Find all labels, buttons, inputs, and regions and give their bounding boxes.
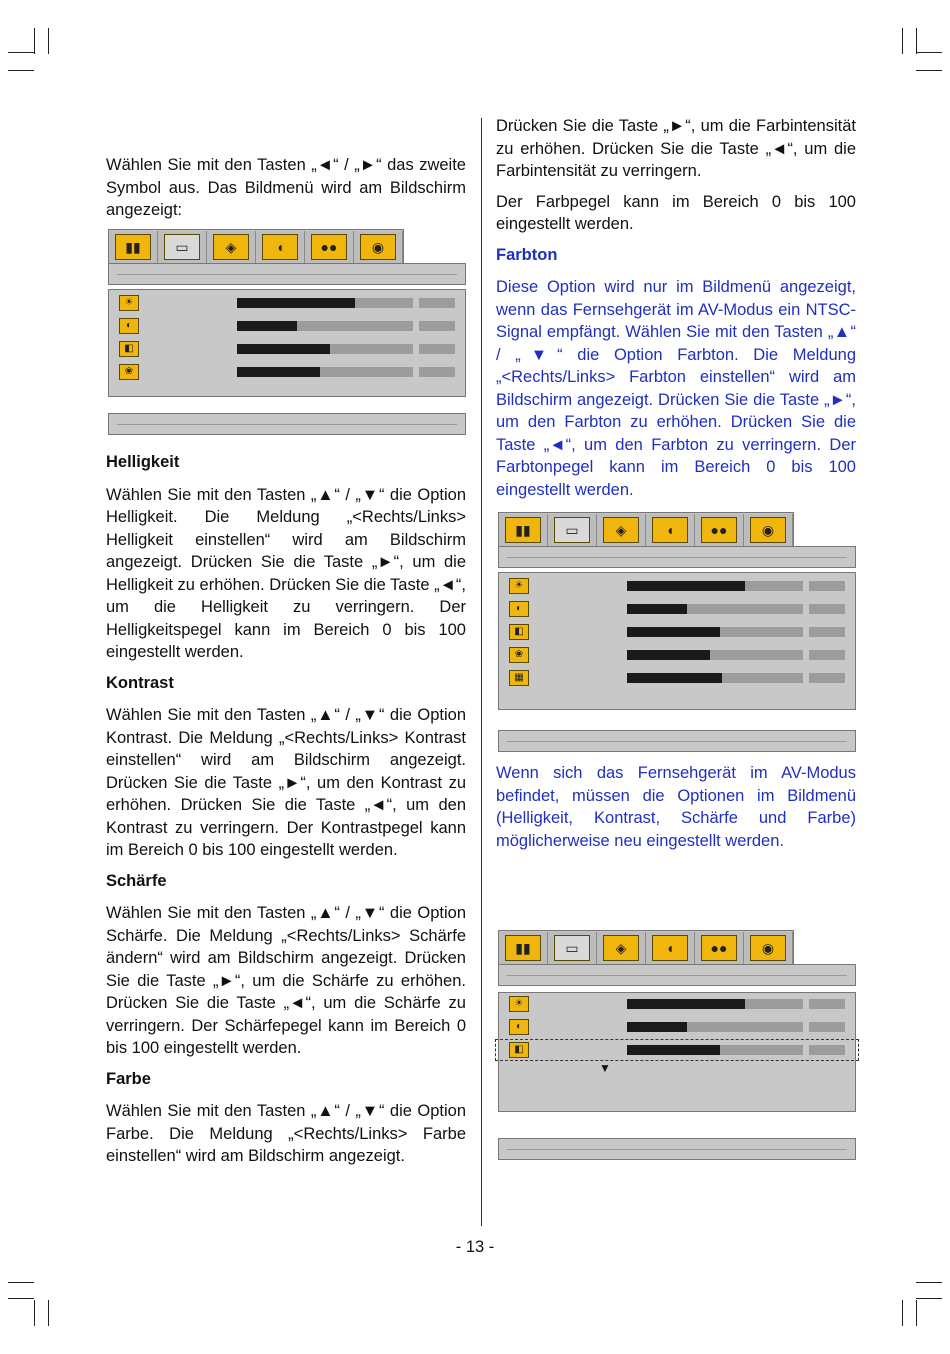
menu-header-bar [498,964,856,986]
people-icon: ●● [311,234,347,260]
level-slider[interactable] [627,673,803,683]
crop-mark [8,70,34,71]
page-number: - 13 - [455,1238,495,1256]
menu-tab[interactable] [354,231,403,263]
level-fill [627,999,745,1009]
farbton-heading: Farbton [496,245,558,264]
setting-icon: ☀ [509,996,529,1012]
level-fill [627,627,720,637]
setting-icon: ▦ [509,670,529,686]
farbe-text: Wählen Sie mit den Tasten „▲“ / „▼“ die Option Farbe. Die Meldung „<Rechts/Links> Farbe einstellen“ wird am Bildschirm angezeigt. [106,1102,466,1165]
menu-settings-panel [498,572,856,710]
crop-mark [34,1300,35,1326]
level-value-box [809,604,845,614]
level-slider[interactable] [627,581,803,591]
menu-setting-row[interactable] [499,1020,855,1034]
picture-icon: ▭ [554,935,590,961]
level-value-box [809,581,845,591]
menu-tab[interactable] [695,932,744,964]
menu-tab[interactable] [548,932,597,964]
sound-icon: ▮▮ [505,517,541,543]
screen-icon: ◈ [603,935,639,961]
level-value-box [419,367,455,377]
globe-icon: ◉ [750,935,786,961]
crop-mark [34,28,35,54]
setting-icon: ◐ [119,318,139,334]
crop-mark [8,1282,34,1283]
level-fill [627,581,745,591]
menu-tab[interactable] [646,514,695,546]
menu-footer-bar [108,413,466,435]
right-column-top [496,115,856,509]
menu-header-bar [108,263,466,285]
level-slider[interactable] [237,344,413,354]
menu-setting-row[interactable] [499,648,855,662]
setting-icon: ◧ [509,624,529,640]
level-value-box [809,673,845,683]
level-slider[interactable] [237,367,413,377]
people-icon: ●● [701,935,737,961]
setting-icon: ☀ [509,578,529,594]
picture-menu-av-screenshot [498,930,856,1162]
level-fill [627,604,687,614]
level-fill [627,673,722,683]
left-column-body [106,451,466,1176]
crop-mark [916,1300,917,1326]
menu-tab[interactable] [207,231,256,263]
globe-icon: ◉ [750,517,786,543]
menu-setting-row[interactable] [109,296,465,310]
farbe-continued-1: Drücken Sie die Taste „►“, um die Farbintensität zu erhöhen. Drücken Sie die Taste „◄“, um die Farbintensität zu verringern. [496,117,856,180]
level-fill [627,1022,687,1032]
menu-tab-bar [498,512,794,547]
menu-tab[interactable] [646,932,695,964]
menu-setting-row[interactable] [109,342,465,356]
left-column-top [106,154,466,230]
intro-text: Wählen Sie mit den Tasten „◄“ / „►“ das zweite Symbol aus. Das Bildmenü wird am Bildschirm angezeigt: [106,156,466,219]
picture-icon: ▭ [164,234,200,260]
menu-tab[interactable] [744,514,793,546]
level-value-box [809,1022,845,1032]
menu-tab[interactable] [305,231,354,263]
speaker-icon: ◖ [652,935,688,961]
crop-mark [916,1298,942,1299]
av-note-block [496,762,856,860]
schaerfe-heading: Schärfe [106,871,167,890]
crop-mark [48,1300,49,1326]
level-slider[interactable] [627,999,803,1009]
kontrast-heading: Kontrast [106,673,174,692]
menu-setting-row[interactable] [109,319,465,333]
setting-icon: ☀ [119,295,139,311]
screen-icon: ◈ [603,517,639,543]
crop-mark [8,52,34,53]
menu-tab[interactable] [597,932,646,964]
farbton-text: Diese Option wird nur im Bildmenü angezeigt, wenn das Fernsehgerät im AV-Modus ein NTSC-Signal empfängt. Wählen Sie mit den Tasten „▲“ / „▼“ die Option Farbton. Die Meldung „<Rechts/Links> Farbton einstellen“ wird am Bildschirm angezeigt. Drücken Sie die Taste „►“, um den Farbton zu erhöhen. Drücken Sie die Taste „◄“, um den Farbton zu verringern. Der Farbtonpegel kann im Bereich 0 bis 100 eingestellt werden. [496,278,856,499]
schaerfe-text: Wählen Sie mit den Tasten „▲“ / „▼“ die Option Schärfe. Die Meldung „<Rechts/Links> Schärfe ändern“ wird am Bildschirm angezeigt. Drücken Sie die Taste „►“, um die Schärfe zu erhöhen. Drücken Sie die Taste „◄“, um die Schärfe zu verringern. Der Schärfepegel kann im Bereich 0 bis 100 eingestellt werden. [106,904,466,1057]
picture-menu-ntsc-screenshot [498,512,856,752]
menu-settings-panel [498,992,856,1112]
menu-setting-row[interactable] [499,671,855,685]
menu-setting-row[interactable] [109,365,465,379]
level-value-box [809,627,845,637]
level-slider[interactable] [627,627,803,637]
menu-setting-row[interactable] [499,579,855,593]
people-icon: ●● [701,517,737,543]
menu-header-bar [498,546,856,568]
screen-icon: ◈ [213,234,249,260]
picture-icon: ▭ [554,517,590,543]
level-value-box [419,298,455,308]
helligkeit-heading: Helligkeit [106,453,180,471]
av-note-text: Wenn sich das Fernsehgerät im AV-Modus befindet, müssen die Optionen im Bildmenü (Helligkeit, Kontrast, Schärfe und Farbe) möglicherweise neu eingestellt werden. [496,764,856,850]
menu-tab[interactable] [499,514,548,546]
menu-tab[interactable] [109,231,158,263]
crop-mark [916,28,917,54]
crop-mark [902,1300,903,1326]
level-fill [627,650,710,660]
menu-tab-bar [108,229,404,264]
column-divider [481,118,482,1226]
setting-icon: ❀ [509,647,529,663]
level-fill [627,1045,720,1055]
level-slider[interactable] [627,1022,803,1032]
level-value-box [419,321,455,331]
speaker-icon: ◖ [262,234,298,260]
setting-icon: ◧ [509,1042,529,1058]
menu-tab[interactable] [548,514,597,546]
crop-mark [916,52,942,53]
globe-icon: ◉ [360,234,396,260]
setting-icon: ❀ [119,364,139,380]
setting-icon: ◐ [509,1019,529,1035]
level-value-box [809,1045,845,1055]
level-slider[interactable] [627,1045,803,1055]
level-fill [237,298,355,308]
arrow-down-icon: ▼ [599,1061,611,1075]
farbton-section [496,244,856,502]
crop-mark [916,70,942,71]
sound-icon: ▮▮ [115,234,151,260]
setting-icon: ◧ [119,341,139,357]
setting-icon: ◐ [509,601,529,617]
level-fill [237,321,297,331]
crop-mark [48,28,49,54]
level-slider[interactable] [237,298,413,308]
level-slider[interactable] [627,604,803,614]
menu-tab[interactable] [256,231,305,263]
kontrast-text: Wählen Sie mit den Tasten „▲“ / „▼“ die Option Kontrast. Die Meldung „<Rechts/Links> Kontrast einstellen“ wird am Bildschirm angezeigt. Drücken Sie die Taste „►“, um den Kontrast zu erhöhen. Drücken Sie die Taste „◄“, um den Kontrast zu verringern. Der Kontrastpegel kann im Bereich 0 bis 100 eingestellt werden. [106,706,466,859]
menu-footer-bar [498,730,856,752]
level-value-box [809,999,845,1009]
menu-footer-bar [498,1138,856,1160]
crop-mark [916,1282,942,1283]
level-fill [237,367,320,377]
speaker-icon: ◖ [652,517,688,543]
menu-setting-row[interactable] [499,1043,855,1057]
level-fill [237,344,330,354]
farbe-heading: Farbe [106,1069,151,1088]
menu-setting-row[interactable] [499,602,855,616]
menu-tab[interactable] [499,932,548,964]
level-value-box [419,344,455,354]
menu-tab[interactable] [744,932,793,964]
menu-tab[interactable] [597,514,646,546]
helligkeit-text: Wählen Sie mit den Tasten „▲“ / „▼“ die Option Helligkeit. Die Meldung „<Rechts/Links> Helligkeit einstellen“ wird am Bildschirm angezeigt. Drücken Sie die Taste „►“, um die Helligkeit zu erhöhen. Drücken Sie die Taste „◄“, um die Helligkeit zu verringern. Der Helligkeitspegel kann im Bereich 0 bis 100 eingestellt werden. [106,485,466,661]
level-slider[interactable] [627,650,803,660]
crop-mark [8,1298,34,1299]
menu-settings-panel [108,289,466,397]
sound-icon: ▮▮ [505,935,541,961]
menu-tab-bar [498,930,794,965]
menu-tab[interactable] [158,231,207,263]
level-slider[interactable] [237,321,413,331]
menu-tab[interactable] [695,514,744,546]
crop-mark [902,28,903,54]
picture-menu-screenshot [108,229,466,437]
menu-setting-row[interactable] [499,625,855,639]
level-value-box [809,650,845,660]
menu-setting-row[interactable] [499,997,855,1011]
farbe-continued-2: Der Farbpegel kann im Bereich 0 bis 100 eingestellt werden. [496,192,856,233]
